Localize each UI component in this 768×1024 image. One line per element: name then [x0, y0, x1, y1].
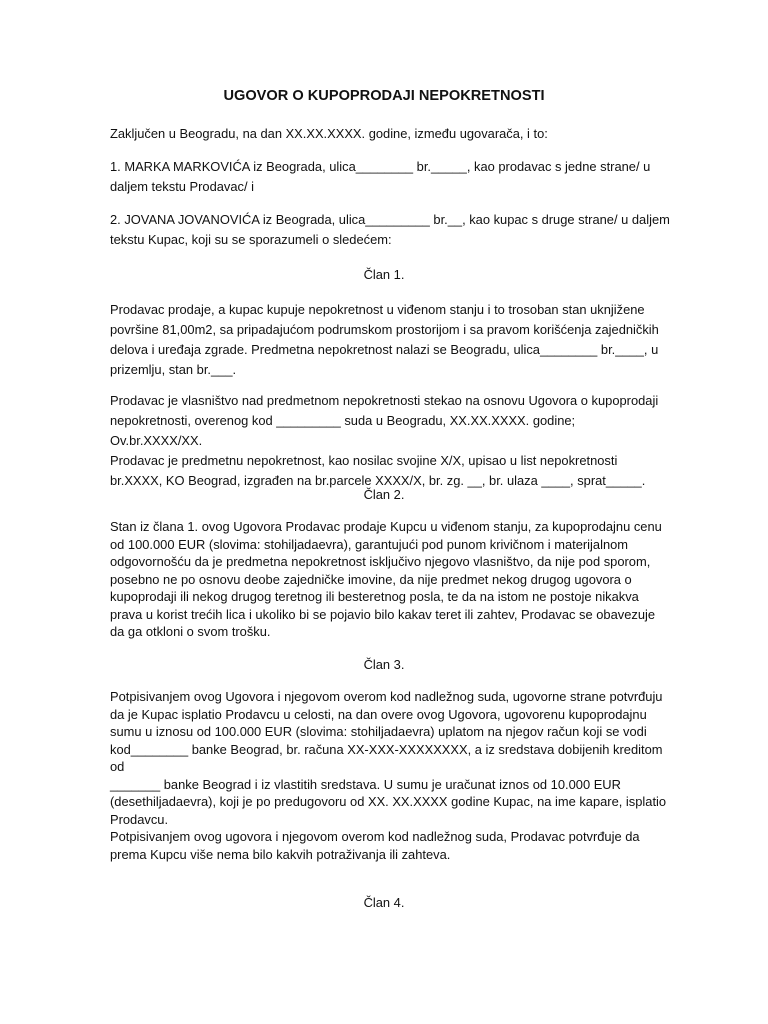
intro-paragraph: Zaključen u Beogradu, na dan XX.XX.XXXX. godine, između ugovarača, i to:	[110, 126, 548, 141]
article-1-heading: Član 1.	[363, 267, 405, 282]
article-2-paragraph: Stan iz člana 1. ovog Ugovora Prodavac prodaje Kupcu u viđenom stanju, za kupoprodajnu cenu od 100.000 EUR (slovima: stohiljadaevra), garantujući pod punom krivičnom i materijalnom odgovornošću da je predmetna nepokretnost isključivo njegovo vlasništvo, da nije pod sporom, posebno ne po osnovu deobe zajedničke imovine, da nije predmet nekog drugog ugovora o kupoprodaji ili nekog drugog teretnog ili besteretnog posla, te da na istom ne postoje nikakva prava u korist trećih lica i ukoliko bi se pojavio bilo kakav teret ili zahtev, Prodavac se obavezuje da ga otkloni o svom trošku.	[110, 519, 662, 639]
article-1-paragraph-1: Prodavac prodaje, a kupac kupuje nepokretnost u viđenom stanju i to trosoban stan uknjižene površine 81,00m2, sa pripadajućom podrumskom prostorijom i sa pravom korišćenja zajedničkih delova i uređaja zgrade. Predmetna nepokretnost nalazi se Beogradu, ulica________ br.____, u prizemlju, stan br.___.	[110, 302, 659, 377]
article-2-heading: Član 2.	[363, 487, 405, 502]
article-3-paragraph: Potpisivanjem ovog Ugovora i njegovom overom kod nadležnog suda, ugovorne strane potvrđuju da je Kupac isplatio Prodavcu u celosti, na dan overe ovog Ugovora, ugovorenu kupoprodajnu sumu u iznosu od 100.000 EUR (slovima: stohiljadaevra) uplatom na njegov račun koji se vodi kod________ banke Beograd, br. računa XX-XXX-XXXXXXXX, a iz sredstava dobijenih kreditom od _______ banke Beograd i iz vlastitih sredstava. U sumu je uračunat iznos od 10.000 EUR (desethiljadaevra), koji je po predugovoru od XX. XX.XXXX godine Kupac, na ime kapare, isplatio Prodavcu. Potpisivanjem ovog ugovora i njegovom overom kod nadležnog suda, Prodavac potvrđuje da prema Kupcu više nema bilo kakvih potraživanja ili zahteva.	[110, 689, 667, 862]
article-1-paragraph-2: Prodavac je vlasništvo nad predmetnom nepokretnosti stekao na osnovu Ugovora o kupoprodaji nepokretnosti, overenog kod _________ suda u Beogradu, XX.XX.XXXX. godine; Ov.br.XXXX/XX. Prodavac je predmetnu nepokretnost, kao nosilac svojine X/X, upisao u list nepokretnosti br.XXXX, KO Beograd, izgrađen na br.parcele XXXX/X, br. zg. __, br. ulaza ____, sprat_____.	[110, 393, 659, 488]
party-buyer-paragraph: 2. JOVANA JOVANOVIĆA iz Beograda, ulica_________ br.__, kao kupac s druge strane/ u daljem tekstu Kupac, koji su se sporazumeli o sledećem:	[110, 212, 670, 247]
article-3-heading: Član 3.	[363, 657, 405, 672]
document-title: UGOVOR O KUPOPRODAJI NEPOKRETNOSTI	[223, 88, 545, 104]
party-seller-paragraph: 1. MARKA MARKOVIĆA iz Beograda, ulica________ br._____, kao prodavac s jedne strane/ u daljem tekstu Prodavac/ i	[110, 159, 651, 194]
article-4-heading: Član 4.	[363, 895, 405, 910]
